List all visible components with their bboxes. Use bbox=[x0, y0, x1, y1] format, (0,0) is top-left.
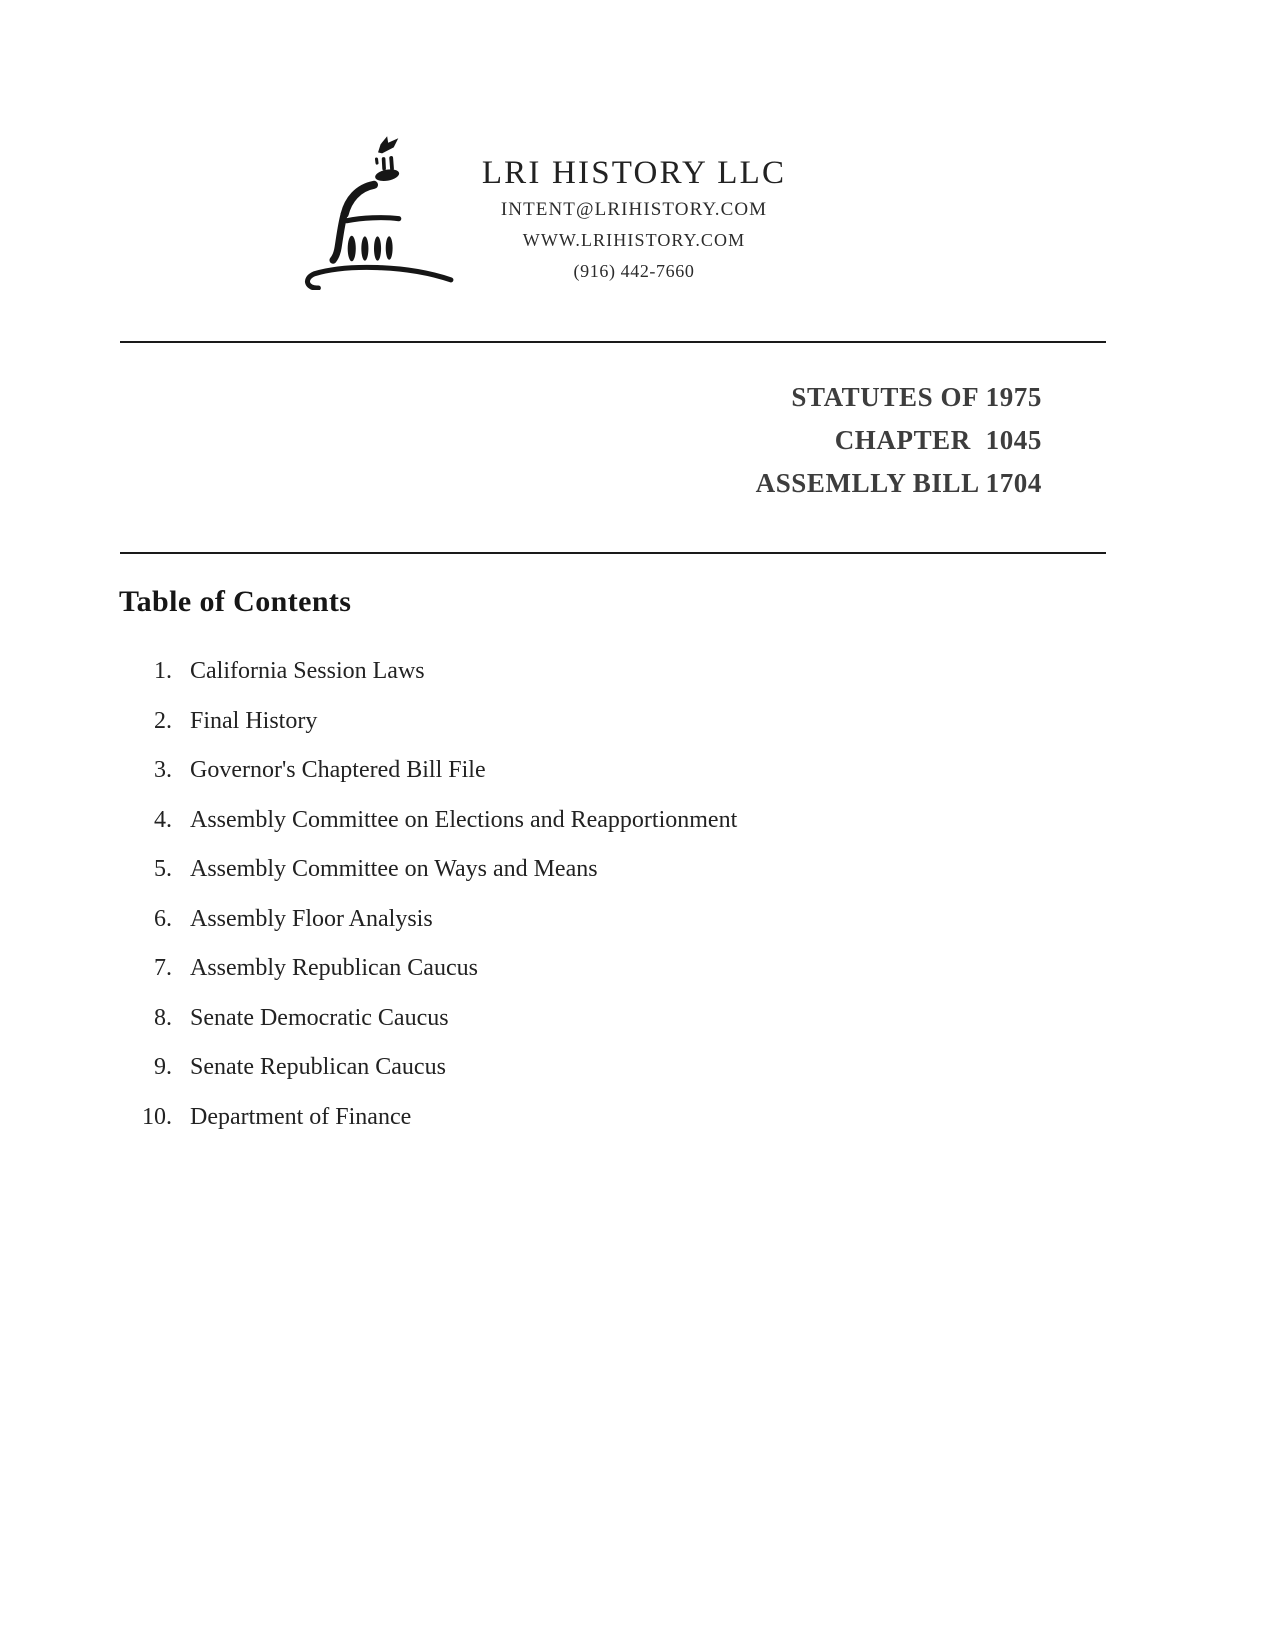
toc-item bbox=[100, 1043, 737, 1093]
statute-chapter-line: CHAPTER 1045 bbox=[834, 425, 1042, 455]
horizontal-rule-top bbox=[120, 341, 1106, 343]
toc-heading: Table of Contents bbox=[119, 585, 352, 618]
toc-item-label: Department of Finance bbox=[190, 1103, 412, 1130]
toc-item bbox=[100, 944, 737, 994]
letterhead bbox=[393, 152, 875, 287]
toc-item bbox=[100, 796, 737, 846]
company-name: LRI HISTORY LLC bbox=[481, 155, 787, 191]
toc-item-number: 8. bbox=[154, 1004, 172, 1031]
toc-item-label: Assembly Floor Analysis bbox=[190, 905, 433, 932]
statute-bill-line: ASSEMLLY BILL 1704 bbox=[755, 468, 1042, 498]
toc-item-label: Assembly Committee on Elections and Reapportionment bbox=[190, 806, 738, 833]
toc-item-number: 7. bbox=[154, 955, 172, 982]
toc-item-number: 1. bbox=[154, 658, 172, 685]
statute-heading-block bbox=[756, 376, 1042, 505]
toc-item-label: Senate Republican Caucus bbox=[190, 1054, 446, 1081]
logo-flag-shape bbox=[378, 136, 398, 153]
toc-item-number: 10. bbox=[142, 1103, 172, 1130]
toc-item-number: 2. bbox=[154, 707, 172, 734]
toc-item-number: 5. bbox=[154, 856, 172, 883]
company-website: WWW.LRIHISTORY.COM bbox=[522, 230, 746, 250]
horizontal-rule-bottom bbox=[120, 552, 1106, 554]
toc-item bbox=[100, 697, 737, 747]
toc-item-label: Senate Democratic Caucus bbox=[190, 1004, 449, 1031]
toc-item-number: 6. bbox=[154, 905, 172, 932]
toc-item bbox=[100, 1093, 737, 1143]
toc-item-number: 3. bbox=[154, 757, 172, 784]
company-email: INTENT@LRIHISTORY.COM bbox=[500, 199, 768, 220]
toc-item-label: Governor's Chaptered Bill File bbox=[190, 757, 486, 784]
statute-year-line: STATUTES OF 1975 bbox=[791, 382, 1042, 412]
toc-item bbox=[100, 845, 737, 895]
company-phone: (916) 442-7660 bbox=[573, 261, 695, 281]
toc-item bbox=[100, 994, 737, 1044]
toc-item bbox=[100, 746, 737, 796]
toc-item bbox=[100, 895, 737, 945]
toc-item-label: Assembly Republican Caucus bbox=[190, 955, 478, 982]
toc-item-label: Final History bbox=[190, 707, 318, 734]
toc-item-label: California Session Laws bbox=[190, 658, 425, 685]
toc-item-number: 4. bbox=[154, 806, 172, 833]
toc-item-number: 9. bbox=[154, 1054, 172, 1081]
toc-list bbox=[100, 647, 737, 1142]
toc-item-label: Assembly Committee on Ways and Means bbox=[190, 856, 598, 883]
toc-item bbox=[100, 647, 737, 697]
